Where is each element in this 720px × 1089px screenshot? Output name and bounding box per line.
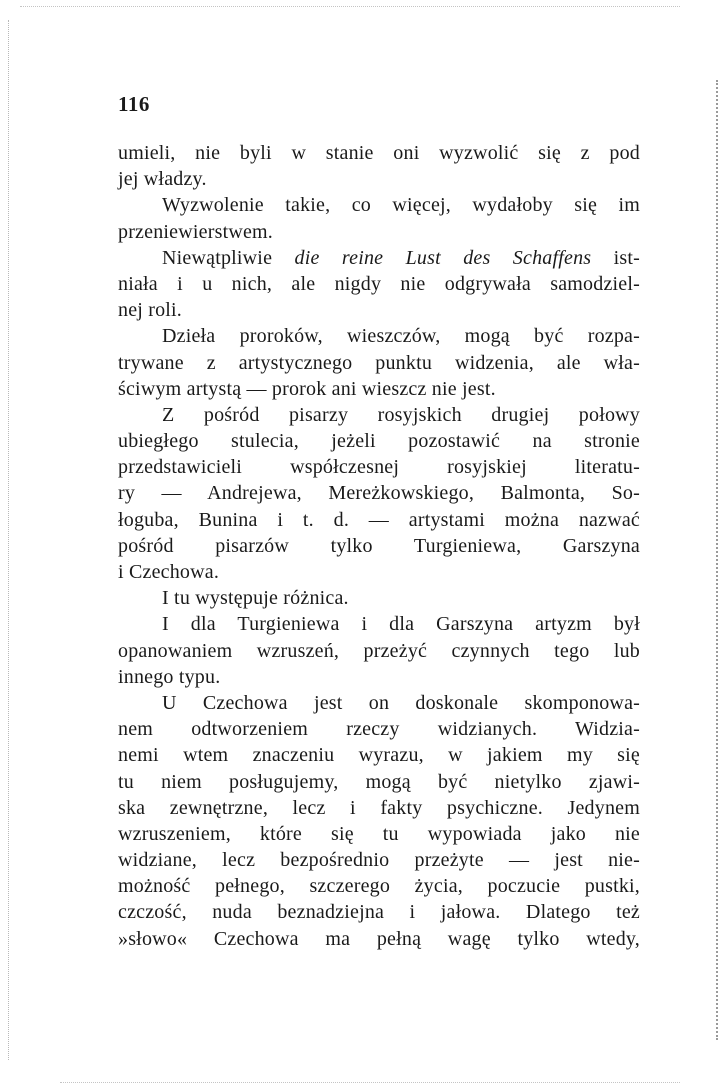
text-line: ry — Andrejewa, Mereżkowskiego, Balmonta, So- [118, 482, 640, 505]
text-line: »słowo« Czechowa ma pełną wagę tylko wtedy, [118, 927, 640, 950]
text-line: nemi wtem znaczeniu wyrazu, w jakiem my się [118, 744, 640, 767]
text-line: trywane z artystycznego punktu widzenia, ale wła- [118, 351, 640, 374]
body-text [118, 140, 640, 952]
text-line: umieli, nie byli w stanie oni wyzwolić się z pod [118, 142, 640, 164]
text-line: niała i u nich, ale nigdy nie odgrywała samodziel- [118, 272, 640, 295]
text-line: innego typu. [118, 665, 221, 688]
text-line: możność pełnego, szczerego życia, poczucie pustki, [118, 875, 640, 898]
page-edge-top [20, 6, 680, 8]
text-span: ist- [591, 246, 640, 269]
text-line: i Czechowa. [118, 561, 220, 583]
page-number: 116 [118, 92, 150, 116]
text-line: ska zewnętrzne, lecz i fakty psychiczne. Jedynem [118, 796, 640, 819]
text-line: pośród pisarzów tylko Turgieniewa, Garszyna [118, 534, 640, 557]
text-line: wzruszeniem, które się tu wypowiada jako nie [118, 822, 640, 845]
text-line: ściwym artystą — prorok ani wieszcz nie jest. [118, 377, 496, 400]
text-line: Dzieła proroków, wieszczów, mogą być rozpa- [162, 325, 640, 348]
text-line: I tu występuje różnica. [162, 587, 349, 610]
text-line: U Czechowa jest on doskonale skomponowa- [162, 691, 640, 714]
page-edge-left [8, 20, 10, 1060]
page-edge-bottom [60, 1082, 680, 1084]
text-line: przedstawicieli współczesnej rosyjskiej literatu- [118, 456, 640, 479]
text-line: opanowaniem wzruszeń, przeżyć czynnych tego lub [118, 639, 640, 662]
text-line: tu niem posługujemy, mogą być nietylko zjawi- [118, 770, 640, 793]
text-line: ubiegłego stulecia, jeżeli pozostawić na stronie [118, 430, 640, 453]
text-line: łoguba, Bunina i t. d. — artystami można nazwać [118, 508, 640, 531]
text-line: jej władzy. [118, 168, 207, 191]
page-edge-right [714, 80, 718, 1040]
text-span: Niewątpliwie [162, 246, 295, 269]
text-line: widziane, lecz bezpośrednio przeżyte — jest nie- [118, 849, 640, 872]
text-line: nej roli. [118, 299, 183, 322]
text-line: przeniewierstwem. [118, 220, 274, 243]
text-line: Wyzwolenie takie, co więcej, wydałoby się im [162, 194, 640, 217]
text-line: nem odtworzeniem rzeczy widzianych. Widzia- [118, 718, 640, 741]
text-line: I dla Turgieniewa i dla Garszyna artyzm był [162, 613, 640, 636]
emphasized-phrase: die reine Lust des Schaffens [294, 246, 592, 269]
text-line: Z pośród pisarzy rosyjskich drugiej połowy [162, 403, 640, 426]
text-line: czczość, nuda beznadziejna i jałowa. Dlatego też [118, 901, 640, 924]
text-line [118, 245, 640, 271]
